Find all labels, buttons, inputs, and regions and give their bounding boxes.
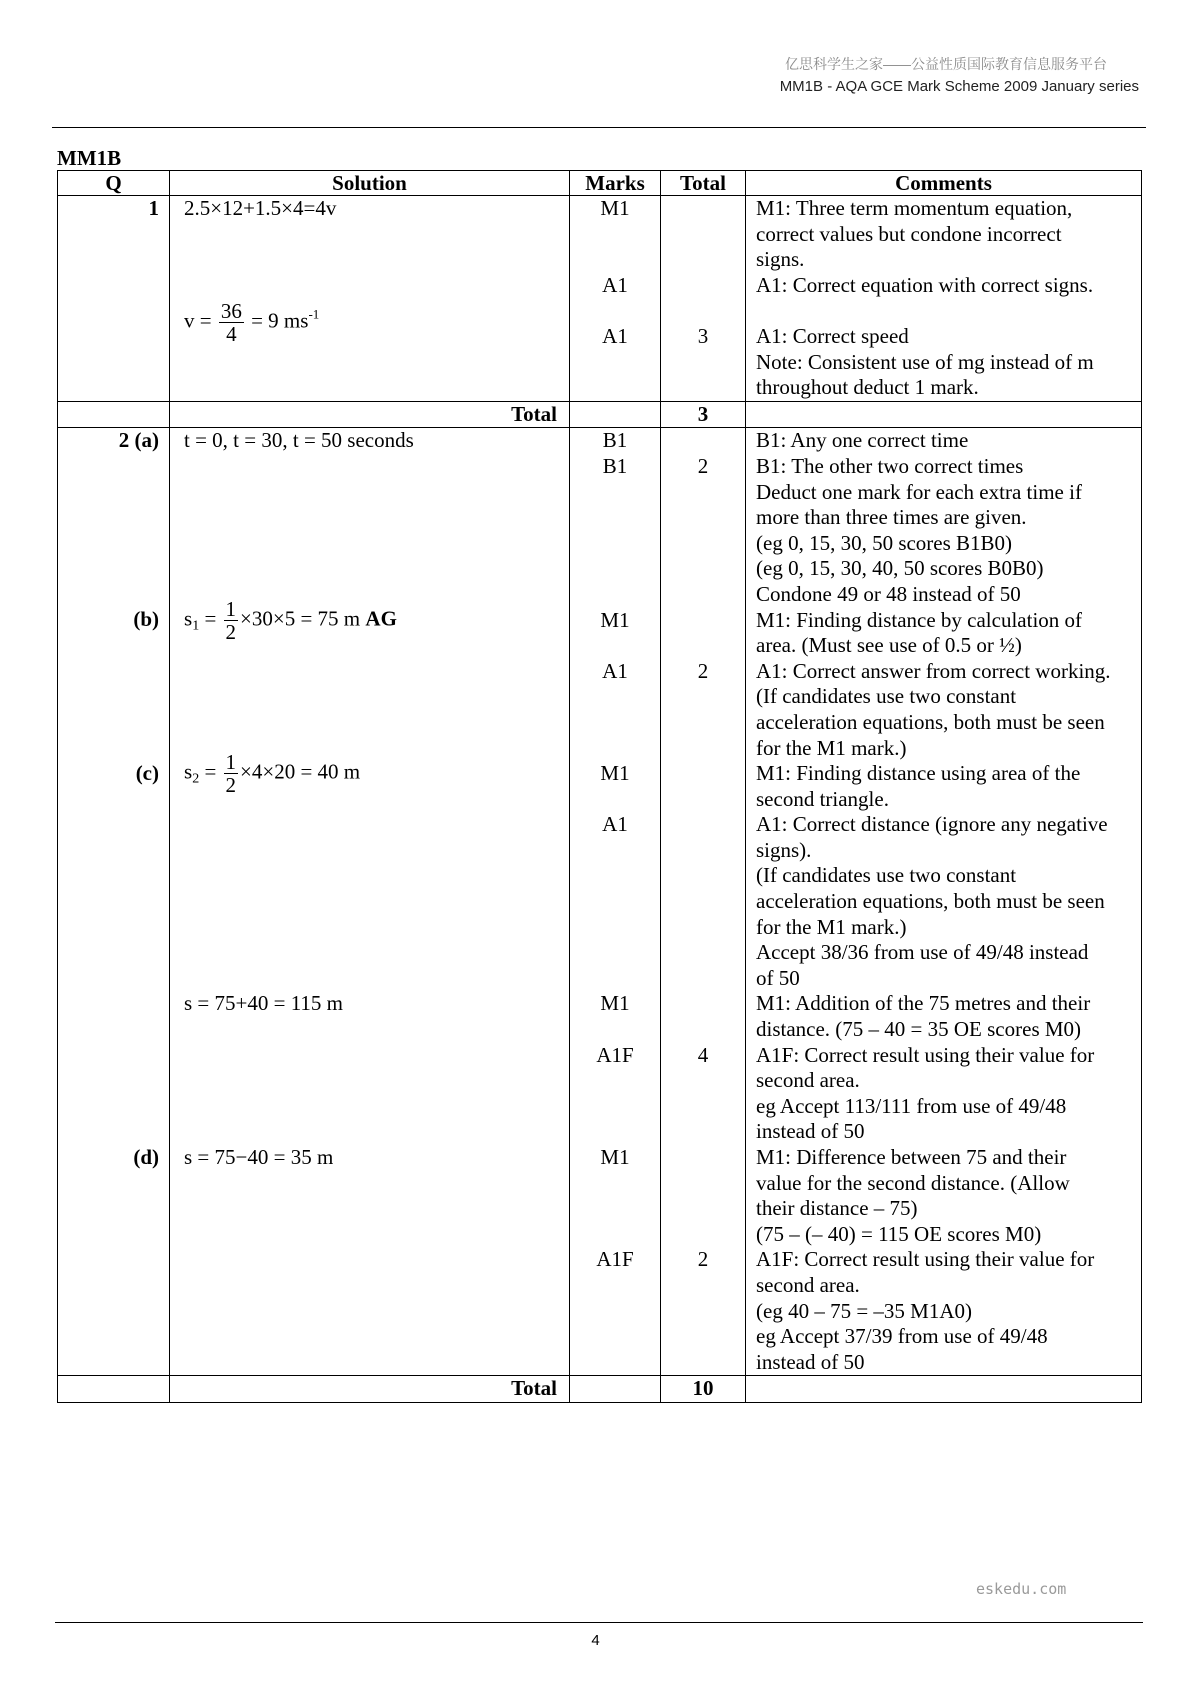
question-2-row: [58, 428, 1142, 1376]
part-c-label: (c): [135, 761, 159, 786]
page-number: 4: [591, 1632, 600, 1649]
comment-line: second triangle.: [756, 786, 889, 811]
comment-line: M1: Addition of the 75 metres and their: [756, 991, 1091, 1016]
mark-entry: [570, 1196, 660, 1222]
total-entry: [661, 608, 745, 634]
mark-entry: [570, 1068, 660, 1094]
mark-entry: B1: [602, 428, 628, 453]
total-entry: [661, 633, 745, 659]
comment-line: distance. (75 – 40 = 35 OE scores M0): [756, 1017, 1082, 1042]
mark-entry: [570, 1094, 660, 1120]
total-cell: [661, 428, 746, 1376]
comment-line: Accept 38/36 from use of 49/48 instead: [756, 940, 1089, 965]
mark-entry: M1: [600, 607, 630, 632]
part-b-label: (b): [133, 607, 159, 632]
question-number: 1: [58, 196, 170, 402]
total-entry: [661, 1222, 745, 1248]
comment-line: A1: Correct distance (ignore any negative: [756, 812, 1108, 837]
total-entry: [661, 1171, 745, 1197]
mark-scheme-table: [57, 170, 1142, 1403]
total-value: 10: [661, 1376, 746, 1403]
comment-line: instead of 50: [756, 1349, 865, 1374]
total-row-1: [58, 401, 1142, 428]
mark-entry: A1: [602, 658, 628, 683]
solution-equation-speed: v = $\frac{36}{4}$ = 9 $ms^{-1}$: [184, 299, 320, 346]
total-entry: [661, 966, 745, 992]
section-title: MM1B: [57, 146, 122, 170]
answer-given-label: AG: [365, 606, 397, 631]
mark-entry: [570, 505, 660, 531]
comment-line: signs).: [756, 837, 812, 862]
mark-entry: [570, 531, 660, 557]
total-entry: [661, 710, 745, 736]
comment-line: A1F: Correct result using their value for: [756, 1247, 1095, 1272]
mark-entry: [570, 940, 660, 966]
question-number: 2 (a) (b) (c) (d): [58, 428, 170, 1376]
total-entry: [661, 787, 745, 813]
mark-entry: [570, 710, 660, 736]
total-entry: [661, 428, 745, 454]
mark-entry: [570, 863, 660, 889]
column-header-comments: Comments: [746, 171, 1142, 196]
mark-entry: [570, 556, 660, 582]
mark-entry: A1: [602, 812, 628, 837]
comment-line: acceleration equations, both must be seen: [756, 709, 1105, 734]
total-entry: [661, 863, 745, 889]
comment-line: acceleration equations, both must be seen: [756, 889, 1105, 914]
comment-line: (eg 0, 15, 30, 40, 50 scores B0B0): [756, 556, 1044, 581]
question-1-row: [58, 196, 1142, 402]
column-header-solution: Solution: [170, 171, 570, 196]
mark-entry: [570, 966, 660, 992]
mark-entry: A1F: [596, 1042, 634, 1067]
comment-line: (If candidates use two constant: [756, 684, 1017, 709]
solution-cell: [170, 428, 570, 1376]
column-header-total: Total: [661, 171, 746, 196]
total-entry: [661, 889, 745, 915]
total-entry: [661, 1017, 745, 1043]
mark-entry: [570, 838, 660, 864]
mark-entry: [570, 1273, 660, 1299]
total-entry: [661, 1068, 745, 1094]
total-label: Total: [170, 401, 570, 428]
total-entry: [661, 812, 745, 838]
total-entry: [661, 531, 745, 557]
total-entry: [661, 1196, 745, 1222]
total-entry: 4: [697, 1042, 709, 1067]
comment-line: (75 – (– 40) = 115 OE scores M0): [756, 1221, 1042, 1246]
platform-header: 亿思科学生之家——公益性质国际教育信息服务平台: [785, 56, 1107, 72]
solution-equation-c: $s_2$ = $\frac{1}{2}$ ×4×20 = 40 m: [184, 750, 361, 798]
comment-line: Condone 49 or 48 instead of 50: [756, 581, 1021, 606]
total-entry: [661, 1094, 745, 1120]
comment-line: M1: Difference between 75 and their: [756, 1145, 1067, 1170]
mark-entry: [570, 1350, 660, 1376]
comment-line: B1: Any one correct time: [756, 428, 969, 453]
comment-line: (If candidates use two constant: [756, 863, 1017, 888]
total-entry: [661, 1145, 745, 1171]
total-entry: [661, 991, 745, 1017]
mark-entry: [570, 1171, 660, 1197]
comment-line: eg Accept 37/39 from use of 49/48: [756, 1324, 1048, 1349]
footer-site: eskedu.com: [976, 1580, 1067, 1598]
mark-entry: [570, 480, 660, 506]
total-entry: [661, 915, 745, 941]
mark-entry: M1: [600, 991, 630, 1016]
comment-line: for the M1 mark.): [756, 914, 907, 939]
scheme-header: MM1B - AQA GCE Mark Scheme 2009 January series: [779, 78, 1139, 95]
marks-cell: [570, 428, 661, 1376]
total-entry: 2: [697, 1247, 709, 1272]
mark-entry: [570, 684, 660, 710]
mark-entry: [570, 633, 660, 659]
total-entry: [661, 556, 745, 582]
total-entry: [661, 736, 745, 762]
comment-line: M1: Finding distance by calculation of: [756, 607, 1083, 632]
comment-line: value for the second distance. (Allow: [756, 1170, 1070, 1195]
total-entry: [661, 1324, 745, 1350]
total-entry: [661, 1273, 745, 1299]
mark-entry: M1: [600, 1145, 630, 1170]
mark-entry: [570, 736, 660, 762]
mark-entry: M1: [600, 761, 630, 786]
total-entry: [661, 505, 745, 531]
total-label: Total: [170, 1376, 570, 1403]
total-row-2: [58, 1376, 1142, 1403]
total-entry: [661, 838, 745, 864]
part-d-label: (d): [133, 1145, 159, 1170]
comment-line: Deduct one mark for each extra time if: [756, 479, 1082, 504]
comment-line: second area.: [756, 1068, 860, 1093]
column-header-q: Q: [58, 171, 170, 196]
comment-line: eg Accept 113/111 from use of 49/48: [756, 1093, 1067, 1118]
mark-entry: [570, 1299, 660, 1325]
table-header-row: [58, 171, 1142, 196]
total-value: 3: [661, 401, 746, 428]
comments-cell: [746, 428, 1142, 1376]
total-entry: [661, 940, 745, 966]
comment-line: instead of 50: [756, 1119, 865, 1144]
comment-line: (eg 40 – 75 = –35 M1A0): [756, 1298, 972, 1323]
total-entry: [661, 1119, 745, 1145]
comment-line: second area.: [756, 1272, 860, 1297]
total-cell: 3: [661, 196, 746, 402]
solution-equation-d: s = 75−40 = 35 m: [184, 1145, 334, 1170]
comment-line: of 50: [756, 965, 800, 990]
mark-entry: [570, 787, 660, 813]
total-entry: 2: [697, 658, 709, 683]
column-header-marks: Marks: [570, 171, 661, 196]
mark-entry: [570, 582, 660, 608]
total-entry: [661, 480, 745, 506]
total-entry: [661, 582, 745, 608]
footer-rule: [55, 1622, 1143, 1623]
mark-entry: [570, 1119, 660, 1145]
total-entry: [661, 1350, 745, 1376]
comment-line: A1F: Correct result using their value for: [756, 1042, 1095, 1067]
total-entry: [661, 684, 745, 710]
mark-entry: [570, 1324, 660, 1350]
solution-equation-b: $s_1$ = $\frac{1}{2}$ ×30×5 = 75 m AG: [184, 597, 397, 645]
comment-line: (eg 0, 15, 30, 50 scores B1B0): [756, 530, 1013, 555]
comment-line: area. (Must see use of 0.5 or ½): [756, 633, 1022, 658]
comment-line: M1: Finding distance using area of the: [756, 761, 1081, 786]
comment-line: their distance – 75): [756, 1196, 918, 1221]
mark-entry: [570, 889, 660, 915]
solution-cell: [170, 196, 570, 402]
mark-entry: [570, 1017, 660, 1043]
solution-equation-a: t = 0, t = 30, t = 50 seconds: [184, 428, 414, 453]
mark-entry: A1F: [596, 1247, 634, 1272]
marks-cell: M1 A1 A1: [570, 196, 661, 402]
header-rule: [52, 127, 1146, 128]
comment-line: for the M1 mark.): [756, 735, 907, 760]
solution-equation-c-sum: s = 75+40 = 115 m: [184, 991, 344, 1016]
mark-entry: [570, 1222, 660, 1248]
solution-equation: 2.5×12+1.5×4=4v: [184, 196, 337, 220]
total-entry: [661, 1299, 745, 1325]
total-entry: 2: [697, 453, 709, 478]
comment-line: more than three times are given.: [756, 505, 1027, 530]
mark-entry: [570, 915, 660, 941]
mark-entry: B1: [602, 453, 628, 478]
comment-line: B1: The other two correct times: [756, 453, 1024, 478]
comment-line: A1: Correct answer from correct working.: [756, 658, 1111, 683]
comments-cell: M1: Three term momentum equation, correct values but condone incorrect signs. A1: Correct equation with correct signs. A1: Correct speed Note: Consistent use of mg instead of m throughout deduct 1 mark.: [746, 196, 1142, 402]
total-entry: [661, 761, 745, 787]
